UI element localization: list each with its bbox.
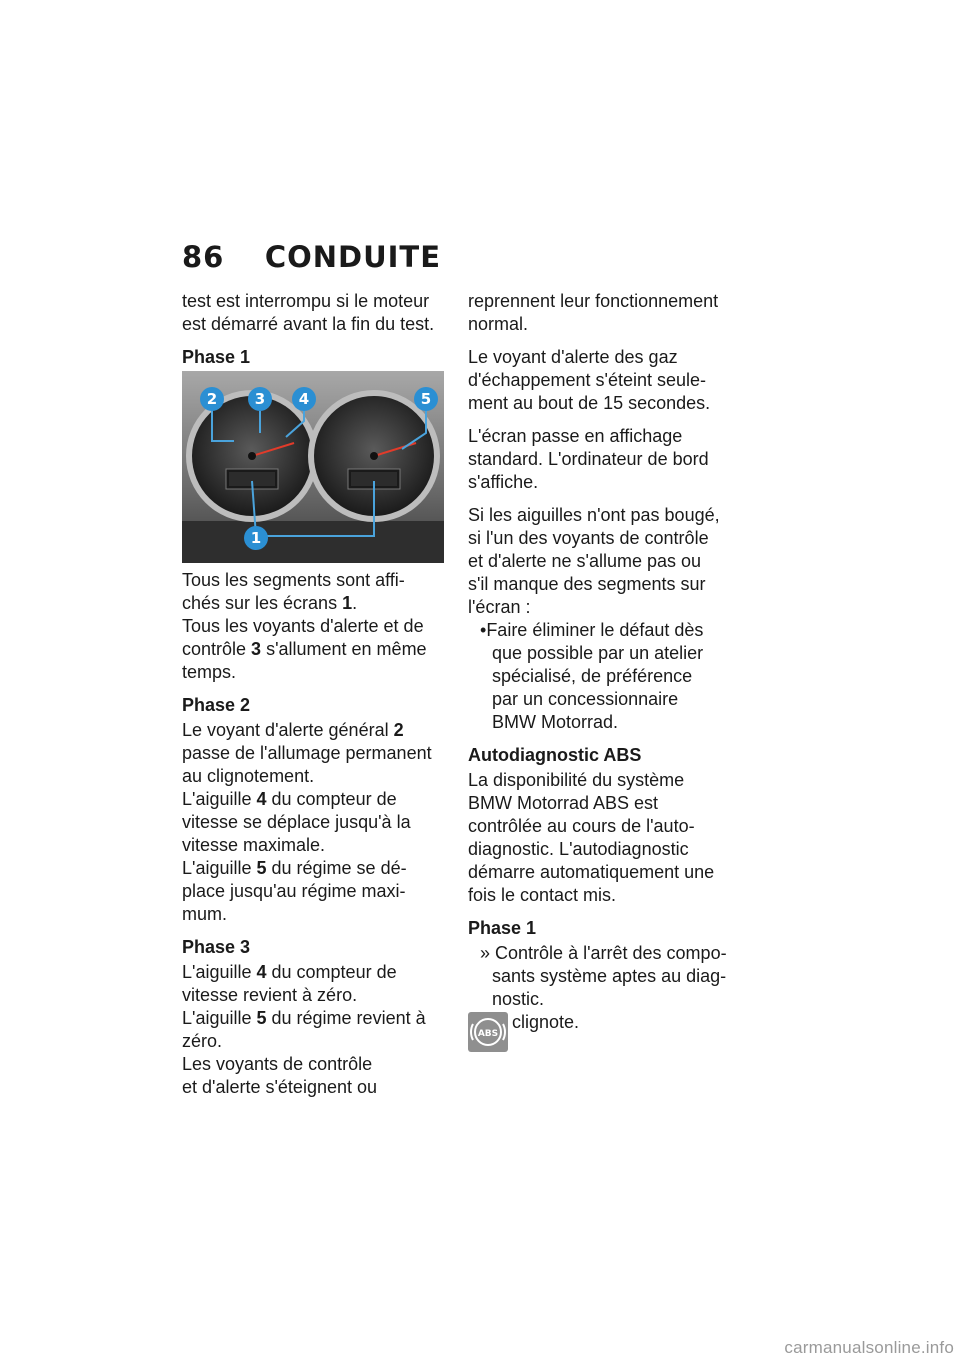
phase1-heading: Phase 1	[182, 347, 251, 367]
phase2-heading: Phase 2	[182, 695, 251, 715]
page-number: 86	[182, 240, 225, 274]
bullet-list-item: •Faire éliminer le défaut dès que possible par un atelier spécialisé, de préférence par un concessionnaire BMW Motorrad.	[480, 620, 704, 732]
right-paragraph-4: Si les aiguilles n'ont pas bougé, si l'un des voyants de contrôle et d'alerte ne s'allume pas ou s'il manque des segments sur l'écran :	[468, 505, 720, 617]
abs-warning-icon	[468, 1012, 508, 1052]
right-paragraph-3: L'écran passe en affichage standard. L'ordinateur de bord s'affiche.	[468, 426, 709, 492]
watermark[interactable]: carmanualsonline.info	[784, 1338, 954, 1357]
callout-2: 2	[206, 390, 218, 408]
abs-heading: Autodiagnostic ABS	[468, 745, 642, 765]
phase1-text: Tous les segments sont affi- chés sur les écrans 1. Tous les voyants d'alerte et de contrôle 3 s'allument en même temps.	[182, 570, 427, 682]
right-column	[468, 290, 740, 1052]
callout-5: 5	[420, 390, 432, 408]
abs-indicator-row	[468, 1011, 740, 1052]
intro-paragraph: test est interrompu si le moteur est démarré avant la fin du test.	[182, 291, 435, 334]
right-paragraph-2: Le voyant d'alerte des gaz d'échappement s'éteint seule- ment au bout de 15 secondes.	[468, 347, 711, 413]
step-arrow-icon: »	[480, 943, 491, 963]
phase3-heading: Phase 3	[182, 937, 251, 957]
left-column	[182, 290, 444, 1109]
phase2-text: Le voyant d'alerte général 2 passe de l'allumage permanent au clignotement. L'aiguille 4 du compteur de vitesse se déplace jusqu'à la vitesse maximale. L'aiguille 5 du régime se dé- place jusqu'au régime maxi- mum.	[182, 720, 432, 924]
step-item: » Contrôle à l'arrêt des compo- sants système aptes au diag- nostic.	[480, 943, 727, 1009]
abs-paragraph: La disponibilité du système BMW Motorrad ABS est contrôlée au cours de l'auto- diagnostic. L'autodiagnostic démarre automatiquement une fois le contact mis.	[468, 770, 715, 905]
svg-text:ABS: ABS	[477, 1029, 499, 1039]
clignote-text: clignote.	[512, 1012, 580, 1032]
phase3-text: L'aiguille 4 du compteur de vitesse revient à zéro. L'aiguille 5 du régime revient à zéro. Les voyants de contrôle et d'alerte s'éteignent ou	[182, 962, 426, 1097]
page-header	[182, 240, 441, 280]
chapter-title: CONDUITE	[264, 240, 442, 274]
callout-3: 3	[254, 390, 266, 408]
right-paragraph-1: reprennent leur fonctionnement normal.	[468, 291, 719, 334]
callout-4: 4	[298, 390, 310, 408]
bullet-icon: •	[480, 620, 487, 640]
instrument-cluster-figure	[182, 371, 444, 563]
callout-1: 1	[250, 529, 262, 547]
abs-phase1-heading: Phase 1	[468, 918, 537, 938]
